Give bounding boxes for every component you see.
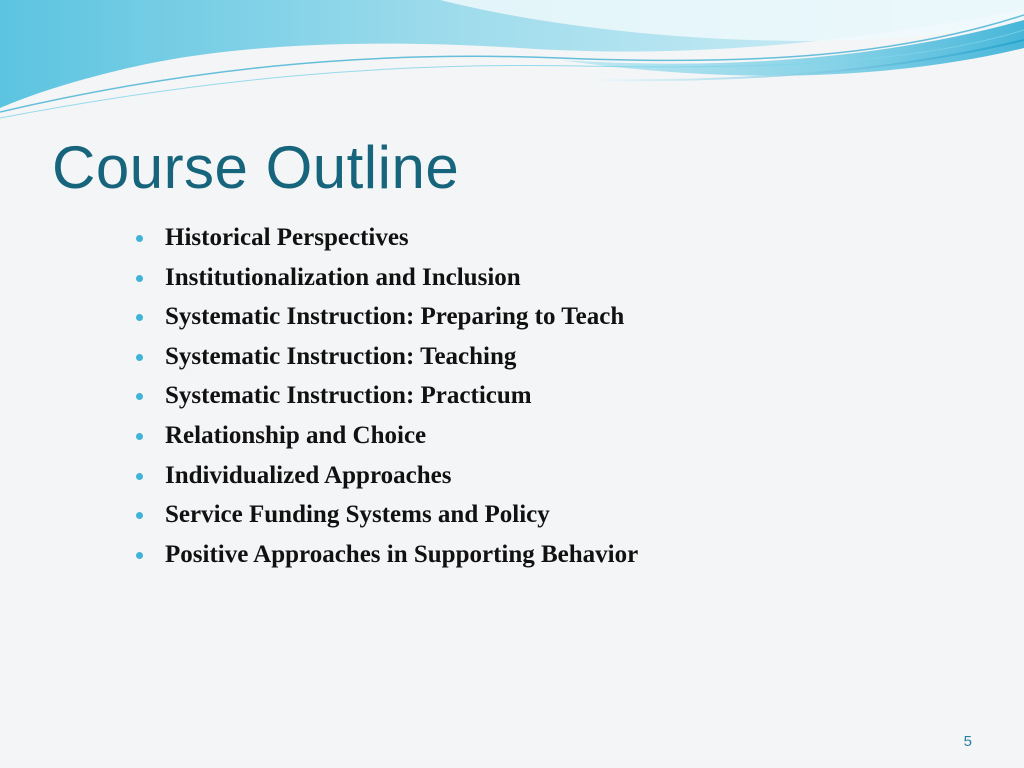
list-item: [136, 416, 638, 456]
list-item-text: Institutionalization and Inclusion: [165, 263, 521, 291]
bullet-dot-icon: [136, 275, 143, 282]
bullet-dot-icon: [136, 473, 143, 480]
list-item-text: Individualized Approaches: [165, 461, 452, 489]
list-item: [136, 495, 638, 535]
course-outline-list: [136, 218, 638, 574]
list-item: [136, 535, 638, 575]
bullet-dot-icon: [136, 433, 143, 440]
bullet-dot-icon: [136, 314, 143, 321]
list-item-text: Systematic Instruction: Preparing to Teach: [165, 303, 625, 331]
header-wave-decoration: [0, 0, 1024, 130]
list-item: [136, 456, 638, 496]
list-item-text: Service Funding Systems and Policy: [165, 501, 550, 529]
bullet-dot-icon: [136, 552, 143, 559]
bullet-dot-icon: [136, 512, 143, 519]
list-item-text: Historical Perspectives: [165, 224, 409, 251]
bullet-dot-icon: [136, 393, 143, 400]
slide-page-number: 5: [963, 733, 972, 750]
list-item: [136, 258, 638, 298]
bullet-dot-icon: [136, 235, 143, 242]
bullet-dot-icon: [136, 354, 143, 361]
slide-title: Course Outline: [52, 134, 460, 201]
list-item: [136, 376, 638, 416]
list-item-text: Systematic Instruction: Teaching: [165, 342, 517, 370]
list-item-text: Relationship and Choice: [165, 421, 427, 449]
list-item: [136, 218, 638, 258]
list-item: [136, 297, 638, 337]
list-item: [136, 337, 638, 377]
list-item-text: Positive Approaches in Supporting Behavior: [165, 540, 639, 568]
list-item-text: Systematic Instruction: Practicum: [165, 382, 532, 410]
